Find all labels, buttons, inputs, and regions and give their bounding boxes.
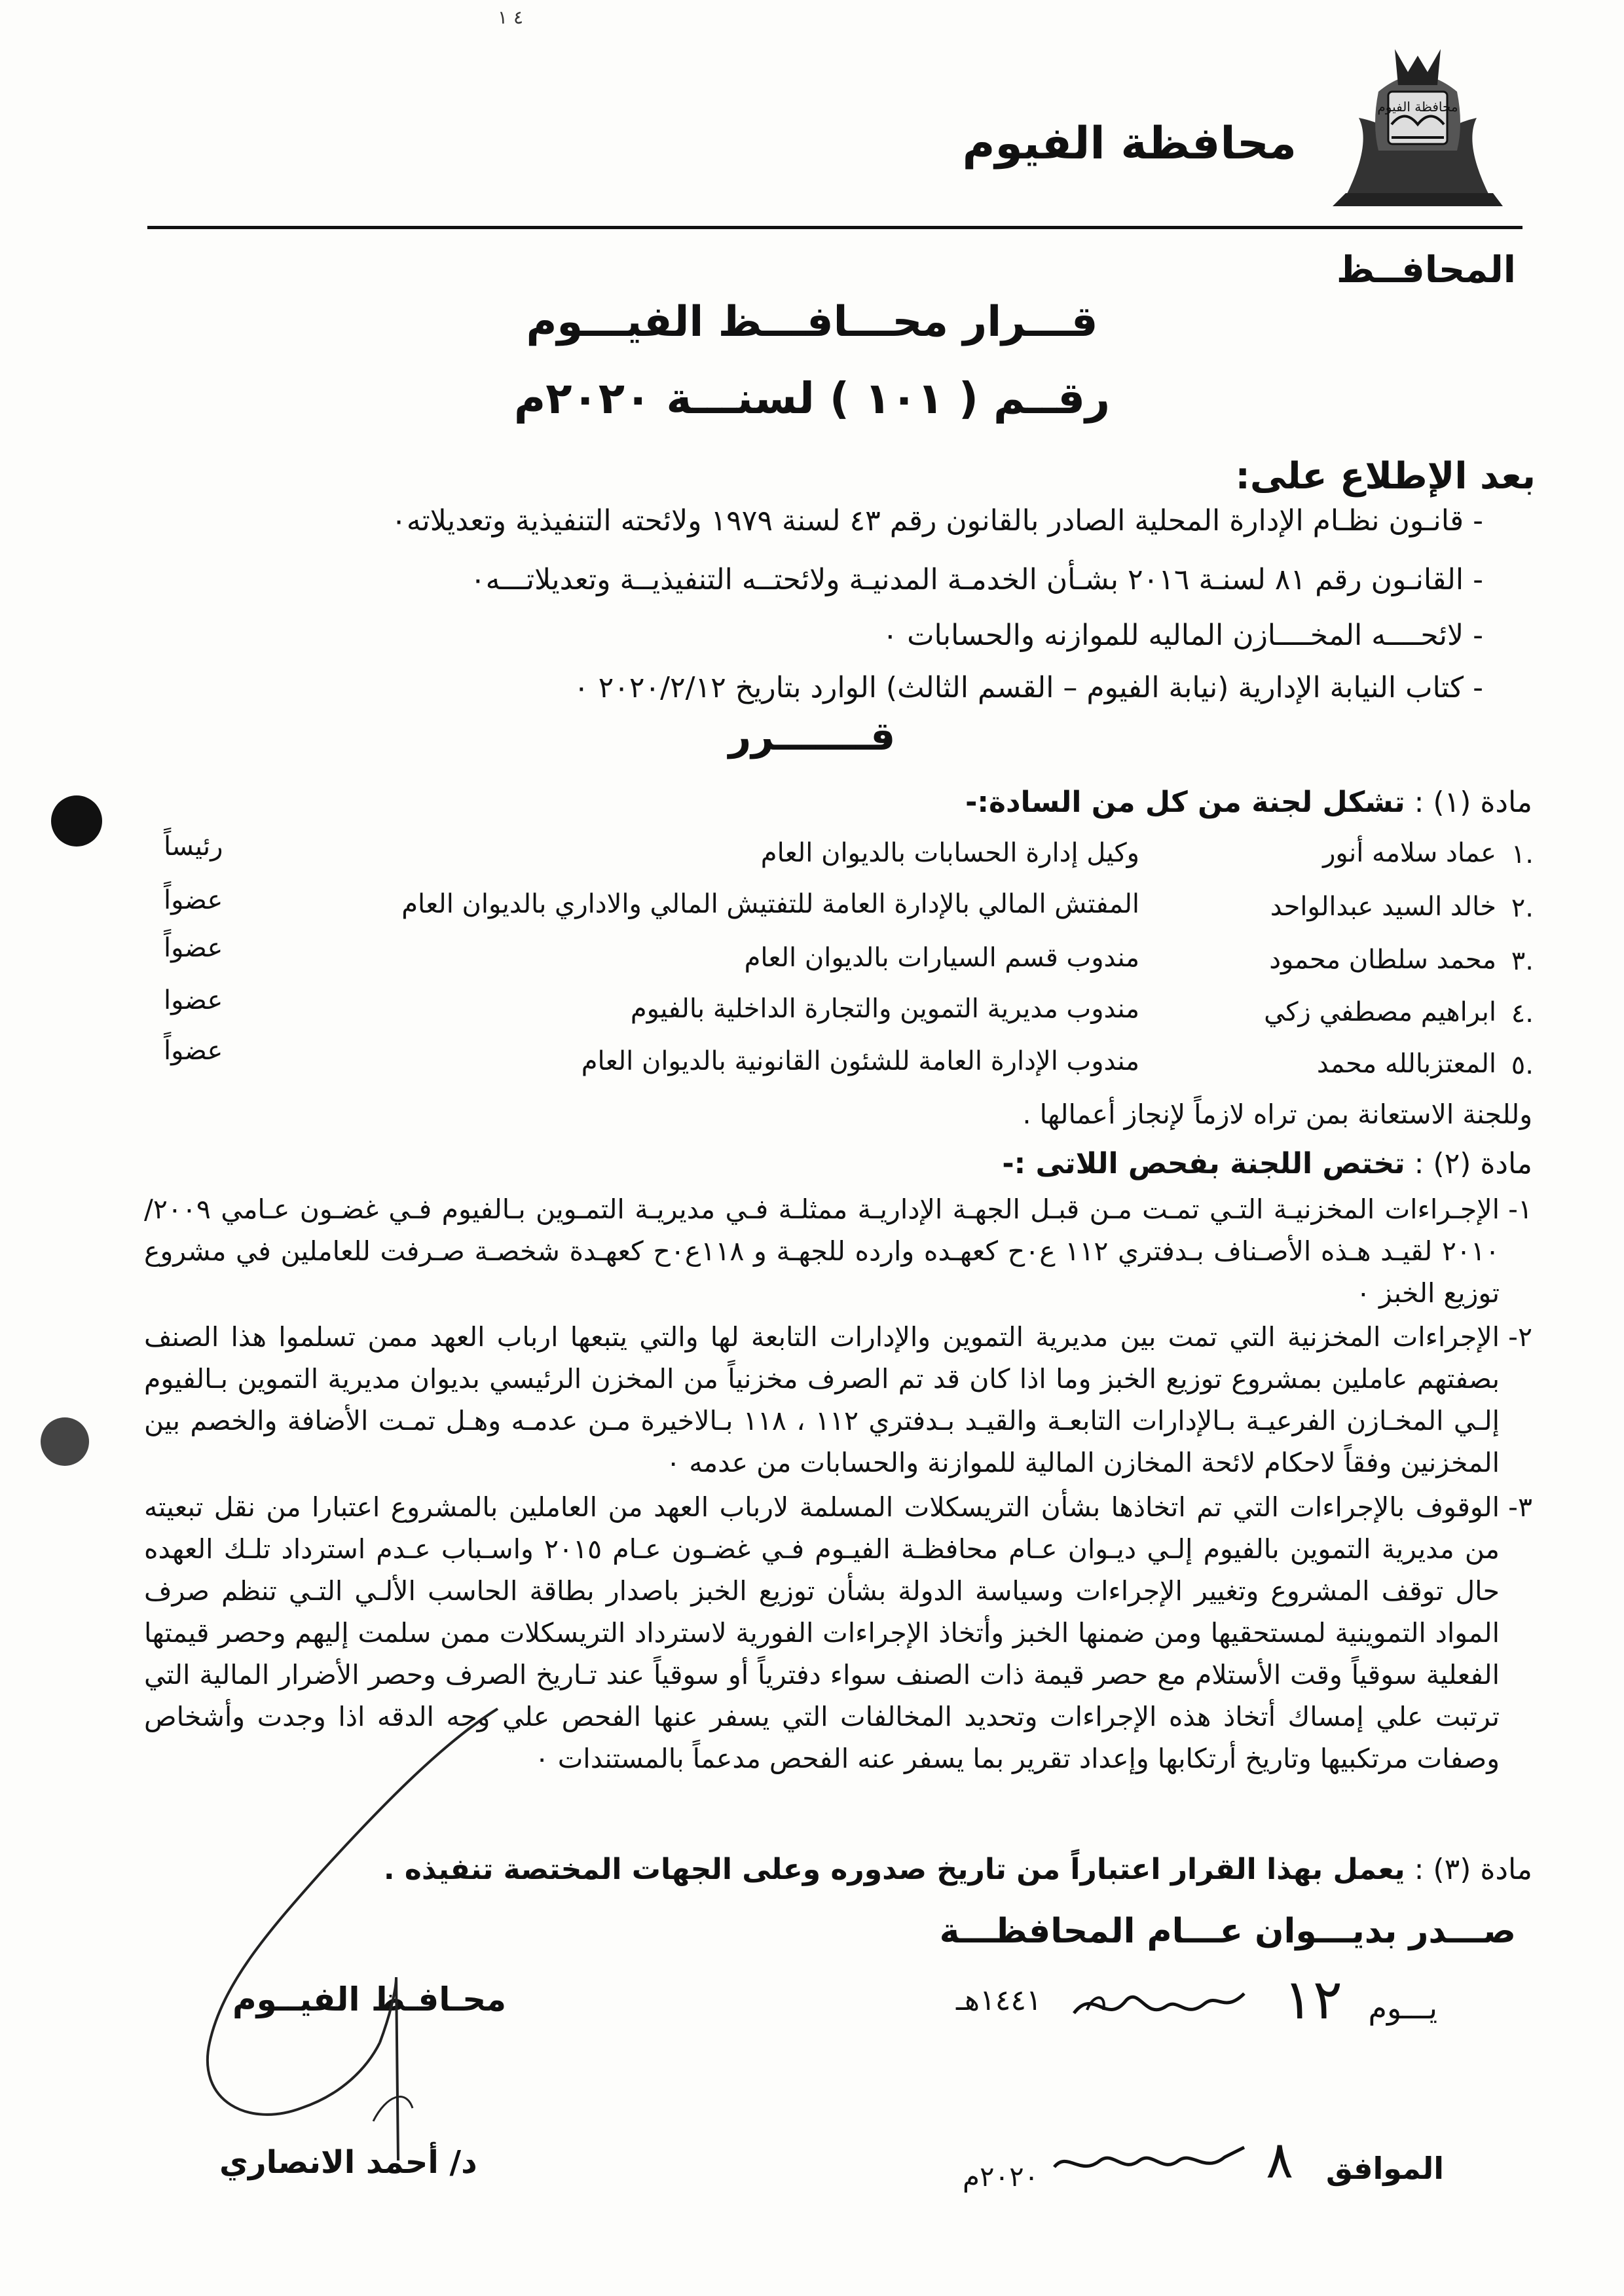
decree-number: رقــم ( ١٠١ ) لسنـــة ٢٠٢٠م — [513, 373, 1111, 424]
member-role: عضواً — [164, 1036, 223, 1066]
member-number: ١. — [1511, 839, 1534, 869]
governorate-name: محافظة الفيوم — [962, 118, 1297, 170]
article-2-text: تختص اللجنة بفحص اللاتى :- — [1002, 1147, 1405, 1180]
member-number: ٢. — [1511, 893, 1534, 923]
article-1-heading — [965, 786, 1532, 819]
member-position: مندوب مديرية التموين والتجارة الداخلية بالفيوم — [630, 994, 1139, 1024]
review-heading: بعد الإطلاع على: — [1235, 455, 1536, 498]
governor-signature-title: محـافـظ الفيــوم — [232, 1980, 507, 2018]
hijri-day: ١٢ — [1283, 1967, 1342, 2032]
member-name: ابراهيم مصطفي زكي — [1264, 997, 1496, 1027]
article-2-label: مادة (٢) : — [1405, 1147, 1532, 1180]
item-text: الوقوف بالإجراءات التي تم اتخاذها بشأن التريسكلات المسلمة لارباب العهد من العاملين بالمشروع اعتبارا من نقل تبعيته من مديرية التموين بالفيوم إلـي ديـوان عـام محافظـة الفيـوم فـي غضـون عـام ٢٠١٥ واسـباب عـدم استرداد تلـك العهده حال توقف المشروع وتغيير الإجراءات وسياسة الدولة بشأن توزيع الخبز باصدار بطاقة الحاسب الألـي التـي تنظم صرف المواد التموينية لمستحقيها ومن ضمنها الخبز وأتخاذ الإجراءات الفورية لاسترداد التريسكلات ممن سلمت إليهم وحصر قيمتها الفعلية سوقياً وقت الأستلام مع حصر قيمة ذات الصنف سواء دفترياً أو سوقياً عند تـاريخ الصرف وحصر الأضرار المالية التي ترتبت علي إمساك أتخاذ هذه الإجراءات وتحديد المخالفات التي يسفر عنها الفحص علي وجه الدقه اذا وجدت وأشخاص وصفات مرتكبيها وتاريخ أرتكابها وإعداد تقرير بما يسفر عنه الفحص مدعماً بالمستندات ٠ — [144, 1491, 1500, 1774]
article-2-item — [144, 1188, 1532, 1314]
member-number: ٣. — [1511, 946, 1534, 976]
review-item: - كتاب النيابة الإدارية (نيابة الفيوم – القسم الثالث) الوارد بتاريخ ٢٠٢٠/٢/١٢ ٠ — [574, 671, 1483, 704]
item-number: ٢- — [1508, 1321, 1532, 1353]
article-3-text: يعمل بهذا القرار اعتباراً من تاريخ صدوره وعلى الجهات المختصة تنفيذه . — [383, 1853, 1405, 1886]
member-role: عضواً — [164, 885, 223, 915]
day-label: يـــوم — [1368, 1990, 1437, 2026]
article-1-label: مادة (١) : — [1405, 786, 1532, 819]
decree-title: قـــرار محـــافـــظ الفيـــوم — [526, 298, 1098, 346]
issued-line: صـــدر بديـــوان عـــام المحافظـــة — [939, 1912, 1516, 1951]
punch-hole — [51, 795, 102, 847]
member-number: ٤. — [1511, 998, 1534, 1029]
governor-label: المحافــظ — [1336, 249, 1516, 291]
member-position: المفتش المالي بالإدارة العامة للتفتيش المالي والاداري بالديوان العام — [401, 889, 1139, 919]
governorate-logo — [1333, 46, 1503, 210]
review-item: - لائحــــه المخــــازن الماليه للموازنه والحسابات ٠ — [882, 619, 1483, 652]
top-marks: ٤ ١ — [498, 7, 523, 28]
governor-name: د/ أحمد الانصاري — [219, 2144, 477, 2181]
member-name: المعتزبالله محمد — [1316, 1049, 1496, 1079]
member-position: مندوب الإدارة العامة للشئون القانونية بالديوان العام — [581, 1046, 1139, 1076]
article-2-item — [144, 1316, 1532, 1484]
handwritten-signature — [170, 1702, 511, 2174]
gregorian-year: ٢٠٢٠م — [963, 2160, 1039, 2193]
member-position: وكيل إدارة الحسابات بالديوان العام — [760, 838, 1139, 868]
hijri-year: ١٤٤١هـ — [956, 1984, 1042, 2017]
article-3 — [384, 1853, 1532, 1886]
member-role: عضواً — [164, 933, 223, 963]
review-item: - قانـون نظـام الإدارة المحلية الصادر بالقانون رقم ٤٣ لسنة ١٩٧٩ ولائحته التنفيذية وتعديلاته٠ — [391, 504, 1483, 538]
member-name: عماد سلامه أنور — [1323, 838, 1496, 868]
punch-hole — [41, 1417, 89, 1466]
item-number: ٣- — [1508, 1491, 1532, 1523]
member-name: خالد السيد عبدالواحد — [1270, 892, 1496, 922]
member-role: عضوا — [164, 985, 223, 1015]
header-divider — [147, 226, 1522, 229]
article-1-closing: وللجنة الاستعانة بمن تراه لازماً لإنجاز أعمالها . — [1022, 1099, 1532, 1130]
member-role: رئيساً — [164, 831, 223, 862]
item-number: ١- — [1508, 1194, 1532, 1225]
article-3-label: مادة (٣) : — [1405, 1853, 1532, 1886]
review-item: - القانـون رقم ٨١ لسنـة ٢٠١٦ بشـأن الخدمـة المدنيـة ولائحتــه التنفيذيــة وتعديلاتـــه٠ — [470, 563, 1483, 596]
gregorian-month-handwritten — [1048, 2138, 1257, 2190]
article-2-heading — [1002, 1147, 1532, 1180]
muwafiq-label: الموافق — [1325, 2151, 1444, 2186]
member-number: ٥. — [1511, 1050, 1534, 1080]
item-text: الإجـراءات المخزنيـة التـي تمـت مـن قبـل الجهـة الإداريـة ممثلـة فـي مديريـة التمـوين بـالفيوم فـي غضـون عـامي ٢٠٠٩/ ٢٠١٠ لقيـد هـذه الأصـناف بـدفتري ١١٢ ع٠ح كعهـده وارده للجهـة و ١١٨ع٠ح كعهـدة شخصـة صـرفت للعاملين في مشروع توزيع الخبز ٠ — [144, 1194, 1500, 1309]
logo-text: محافظة الفيوم — [1377, 99, 1458, 115]
member-position: مندوب قسم السيارات بالديوان العام — [744, 943, 1139, 973]
decided-heading: قـــــــرر — [728, 714, 896, 759]
hijri-month-handwritten — [1067, 1974, 1257, 2033]
member-name: محمد سلطان محمود — [1269, 945, 1496, 975]
item-text: الإجراءات المخزنية التي تمت بين مديرية التموين والإدارات التابعة لها والتي يتبعها ارباب العهد ممن تسلموا هذا الصنف بصفتهم عاملين بمشروع توزيع الخبز وما اذا كان قد تم الصرف مخزنياً من المخزن الرئيسي بديوان مديرية التموين بـالفيوم إلـي المخـازن الفرعيـة بـالإدارات التابعـة والقيـد بـدفتري ١١٢ ، ١١٨ بـالاخيرة مـن عدمـه وهـل تمـت الأضافة والخصم بين المخزنين وفقاً لاحكام لائحة المخازن المالية للموازنة والحسابات من عدمه ٠ — [144, 1321, 1500, 1478]
gregorian-day: ٨ — [1266, 2131, 1293, 2190]
article-1-text: تشكل لجنة من كل من السادة:- — [965, 786, 1405, 819]
